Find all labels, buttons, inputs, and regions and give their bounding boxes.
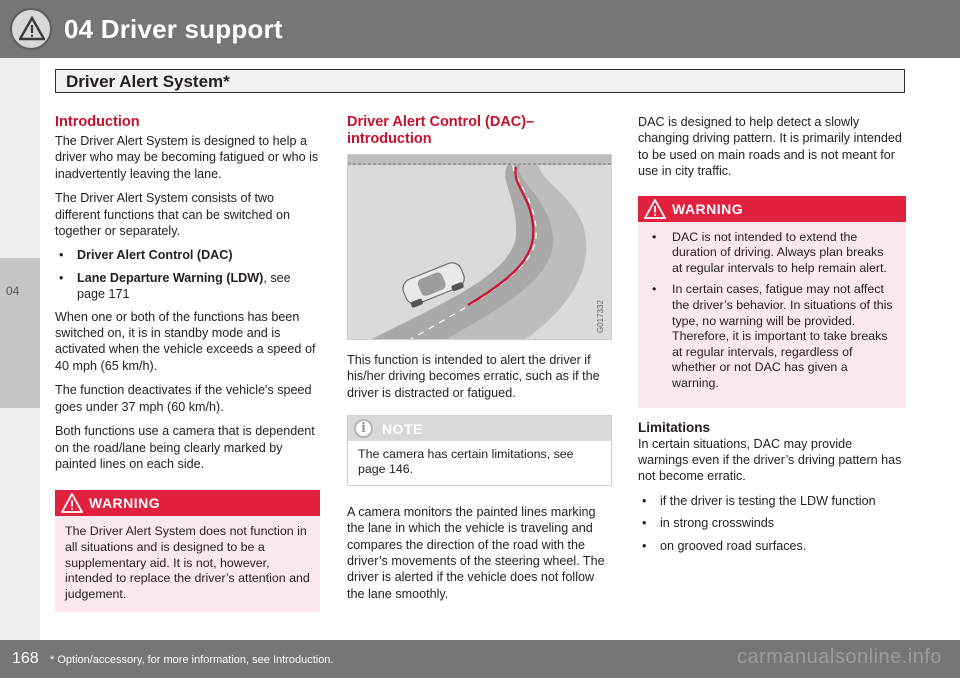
paragraph: DAC is designed to help detect a slowly changing driving pattern. It is primarily intended to be used on main roads and is not meant for use in city traffic.	[638, 115, 902, 179]
paragraph: Both functions use a camera that is dependent on the road/lane being clearly marked by painted lines on each side.	[55, 424, 315, 471]
column-2	[347, 114, 612, 610]
paragraph: The Driver Alert System is designed to help a driver who may be becoming fatigued or who is inadvertently leaving the lane.	[55, 134, 319, 181]
note-header	[348, 416, 611, 441]
road-curve-image	[348, 155, 612, 340]
list-item: • if the driver is testing the LDW function	[638, 493, 906, 509]
chapter-title: 04 Driver support	[64, 14, 283, 44]
paragraph: In certain situations, DAC may provide warnings even if the driver’s driving pattern has not become erratic.	[638, 436, 902, 484]
list-item-label: Lane Departure Warning (LDW)	[77, 270, 264, 285]
paragraph: A camera monitors the painted lines marking the lane in which the vehicle is traveling and compares the direction of the road with the driver’s movements of the steering wheel. The driver is alerted if the vehicle does not follow the lane smoothly.	[347, 504, 605, 601]
column-3	[638, 114, 906, 560]
column-1	[55, 114, 320, 612]
warning-title: WARNING	[89, 495, 161, 512]
warning-triangle-icon	[644, 199, 666, 219]
warning-text: The Driver Alert System does not function in all situations and is designed to be a supplementary aid. It is not, however, intended to replace the driver’s attention and judgement.	[65, 524, 310, 601]
warning-triangle-icon	[10, 8, 52, 50]
footnote: * Option/accessory, for more information, see Introduction.	[50, 654, 334, 666]
page-number: 168	[12, 650, 39, 667]
note-box	[347, 415, 612, 486]
function-list	[55, 247, 320, 302]
warning-title: WARNING	[672, 200, 744, 217]
chapter-side-tab	[0, 58, 40, 640]
warning-list	[648, 230, 896, 392]
section-bar	[55, 69, 905, 93]
paragraph: The Driver Alert System consists of two different functions that can be switched on together or separately.	[55, 191, 291, 239]
introduction-heading: Introduction	[55, 114, 140, 130]
list-item: • DAC is not intended to extend the duration of driving. Always plan breaks at regular intervals to help remain alert.	[648, 230, 896, 277]
chapter-header	[0, 0, 960, 58]
note-text: The camera has certain limitations, see page 146.	[358, 447, 574, 477]
warning-text	[638, 222, 906, 392]
dac-introduction-heading: Driver Alert Control (DAC)– introduction	[347, 114, 535, 147]
paragraph: When one or both of the functions has been switched on, it is in standby mode and is activated when the vehicle exceeds a speed of 40 mph (65 km/h).	[55, 309, 316, 373]
limitations-list	[638, 493, 906, 554]
limitations-heading: Limitations	[638, 419, 711, 435]
chapter-tab-number: 04	[6, 284, 20, 298]
list-item: • in strong crosswinds	[638, 515, 906, 531]
chapter-tab-marker	[0, 258, 40, 408]
warning-box	[55, 490, 320, 612]
paragraph: The function deactivates if the vehicle's speed goes under 37 mph (60 km/h).	[55, 383, 312, 414]
warning-header	[55, 490, 320, 516]
paragraph: This function is intended to alert the driver if his/her driving becomes erratic, such as if the driver is distracted or fatigued.	[347, 353, 600, 400]
list-item	[55, 247, 320, 263]
list-item: • on grooved road surfaces.	[638, 538, 906, 554]
section-title: Driver Alert System*	[66, 72, 230, 91]
list-item	[55, 270, 320, 303]
page-reference: , see page 171	[77, 270, 291, 302]
list-item: • In certain cases, fatigue may not affect the driver’s behavior. In situations of this type, no warning will be provided. Therefore, it is important to take breaks at regular intervals, regardless of whether or not DAC has given a warning.	[648, 282, 896, 391]
dac-road-illustration	[347, 154, 612, 340]
note-title: NOTE	[382, 421, 423, 438]
watermark: carmanualsonline.info	[736, 646, 942, 668]
warning-header	[638, 196, 906, 222]
list-item-label: Driver Alert Control (DAC)	[77, 248, 233, 263]
warning-triangle-icon	[61, 493, 83, 513]
warning-box	[638, 196, 906, 408]
figure-code: G017332	[596, 300, 605, 333]
info-icon: i	[354, 419, 373, 438]
